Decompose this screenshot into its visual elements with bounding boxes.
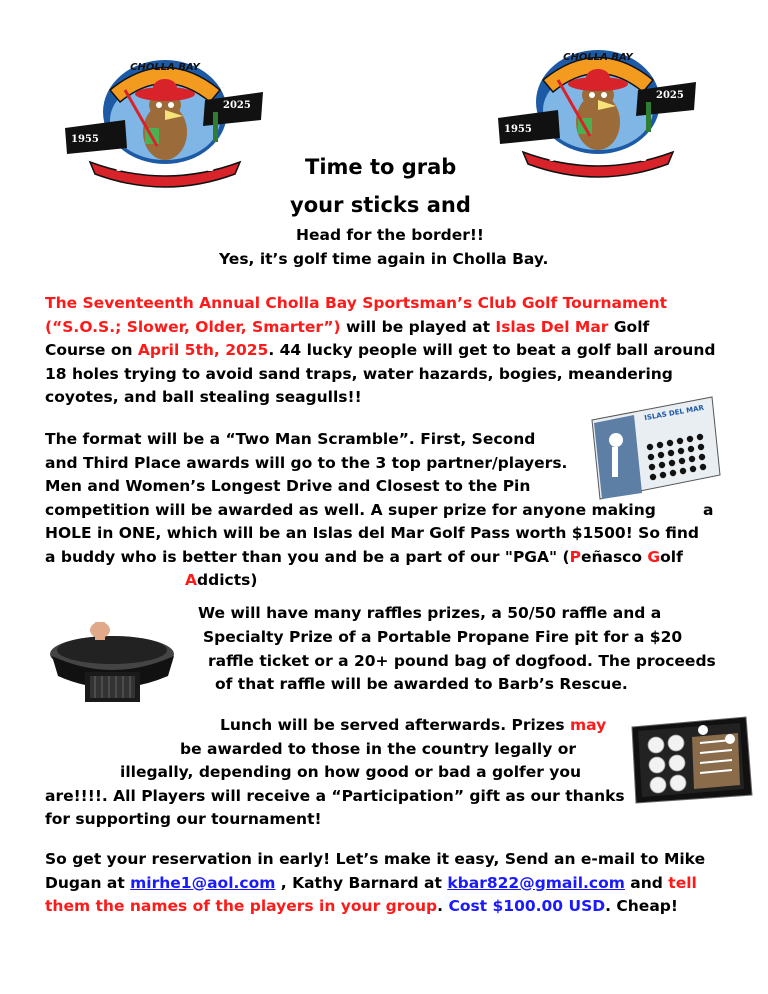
intro-paragraph bbox=[45, 292, 715, 410]
lunch-line-4: are!!!!. All Players will receive a “Participation” gift as our thanks bbox=[45, 787, 625, 805]
format-line-4: competition will be awarded as well. A super prize for anyone making a bbox=[45, 500, 714, 519]
format-line-5: HOLE in ONE, which will be an Islas del Mar Golf Pass worth $1500! So find bbox=[45, 524, 699, 542]
reservation-paragraph bbox=[45, 848, 705, 919]
intro-line-3: Course on April 5th, 2025. 44 lucky people will get to beat a golf ball around bbox=[45, 341, 716, 359]
format-line-1: The format will be a “Two Man Scramble”. First, Second bbox=[45, 430, 536, 448]
club-logo-right bbox=[498, 40, 698, 180]
lunch-line-1: Lunch will be served afterwards. Prizes may bbox=[220, 716, 607, 734]
lunch-line-2: be awarded to those in the country legally or bbox=[180, 740, 577, 758]
intro-line-5: coyotes, and ball stealing seagulls!! bbox=[45, 388, 362, 406]
headline-line-2: your sticks and bbox=[290, 193, 471, 217]
reservation-line-3: them the names of the players in your group. Cost $100.00 USD. Cheap! bbox=[45, 897, 678, 915]
golf-card-label: ISLAS DEL MAR bbox=[643, 403, 705, 423]
fire-pit-graphic bbox=[40, 614, 190, 714]
raffle-line-2: Specialty Prize of a Portable Propane Fire pit for a $20 bbox=[203, 628, 683, 646]
golf-balls-graphic bbox=[628, 715, 753, 805]
raffle-line-3: raffle ticket or a 20+ pound bag of dogfood. The proceeds bbox=[208, 652, 716, 670]
intro-line-2: (“S.O.S.; Slower, Older, Smarter”) will be played at Islas Del Mar Golf bbox=[45, 317, 650, 336]
logo-bottom-text: SPORTSMENS CLUB bbox=[548, 154, 648, 164]
lunch-line-3: illegally, depending on how good or bad a golfer you bbox=[120, 763, 582, 781]
headline-line-1: Time to grab bbox=[305, 155, 457, 179]
reservation-line-1: So get your reservation in early! Let’s make it easy, Send an e-mail to Mike bbox=[45, 850, 706, 868]
format-line-7: Addicts) bbox=[185, 571, 258, 589]
fire-pit-image bbox=[40, 614, 190, 714]
format-line-3: Men and Women’s Longest Drive and Closest to the Pin bbox=[45, 477, 531, 495]
lunch-line-5: for supporting our tournament! bbox=[45, 810, 322, 828]
logo-top-text: CHOLLA BAY bbox=[563, 52, 633, 63]
logo-year-left: 1955 bbox=[71, 134, 99, 145]
headline-line-4: Yes, it’s golf time again in Cholla Bay. bbox=[219, 250, 549, 268]
email-link-kathy[interactable]: kbar822@gmail.com bbox=[447, 873, 625, 892]
format-paragraph bbox=[45, 428, 714, 593]
intro-line-4: 18 holes trying to avoid sand traps, water hazards, bogies, meandering bbox=[45, 364, 673, 383]
logo-year-right: 2025 bbox=[223, 100, 251, 111]
raffle-line-1: We will have many raffles prizes, a 50/50 raffle and a bbox=[198, 604, 662, 622]
raffle-line-4: of that raffle will be awarded to Barb’s Rescue. bbox=[215, 675, 628, 693]
intro-line-1: The Seventeenth Annual Cholla Bay Sportsman’s Club Golf Tournament bbox=[45, 294, 668, 312]
logo-year-right: 2025 bbox=[656, 90, 684, 101]
reservation-line-2: Dugan at mirhe1@aol.com , Kathy Barnard at kbar822@gmail.com and tell bbox=[45, 873, 697, 892]
format-line-2: and Third Place awards will go to the 3 top partner/players. bbox=[45, 453, 568, 472]
golf-balls-gift-image bbox=[628, 715, 753, 805]
logo-year-left: 1955 bbox=[504, 124, 532, 135]
club-logo-left bbox=[65, 50, 265, 190]
logo-bottom-text: SPORTSMENS CLUB bbox=[115, 164, 215, 174]
email-link-mike[interactable]: mirhe1@aol.com bbox=[130, 873, 276, 892]
format-line-6: a buddy who is better than you and be a part of our "PGA" (Peñasco Golf bbox=[45, 547, 683, 566]
logo-top-text: CHOLLA BAY bbox=[130, 62, 200, 73]
headline-line-3: Head for the border!! bbox=[296, 226, 484, 244]
